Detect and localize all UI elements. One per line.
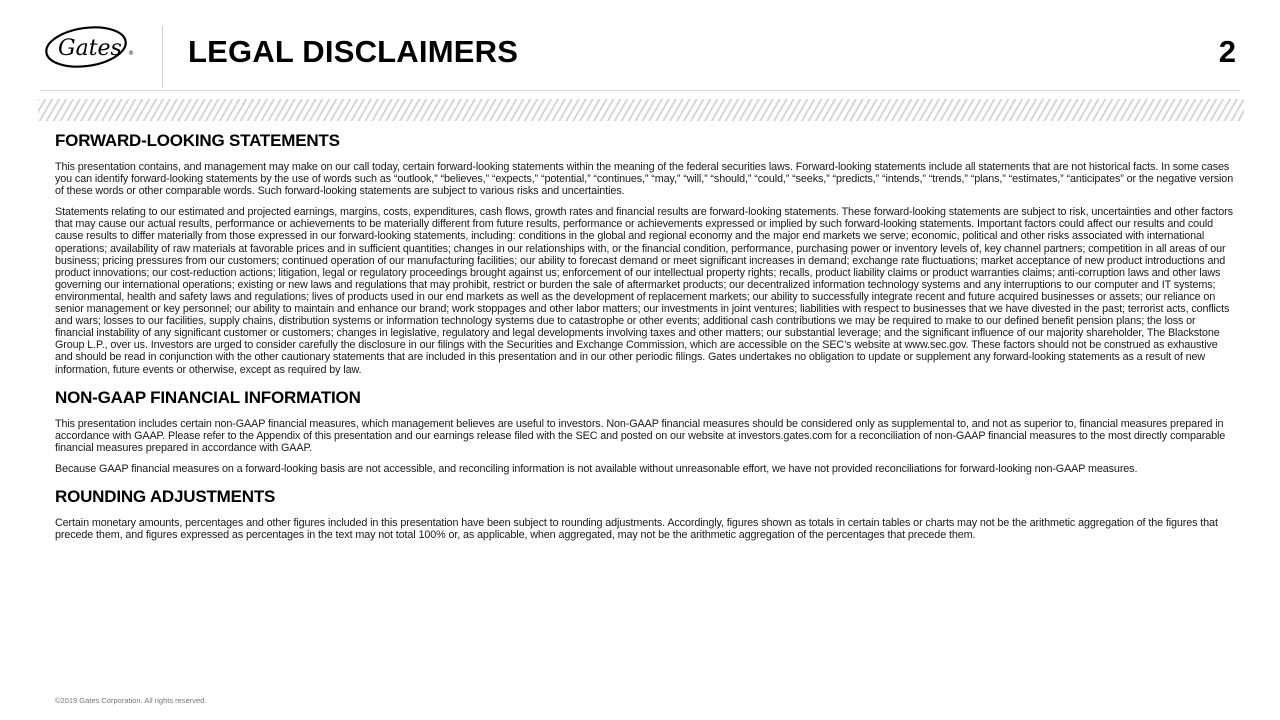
svg-text:®: ® bbox=[128, 50, 134, 57]
header-divider bbox=[162, 26, 163, 88]
page-number: 2 bbox=[1218, 34, 1236, 69]
section-heading: FORWARD-LOOKING STATEMENTS bbox=[55, 131, 340, 150]
disclaimer-content bbox=[55, 131, 1235, 553]
rounding-section bbox=[55, 487, 1235, 541]
non-gaap-section bbox=[55, 388, 1235, 475]
paragraph: This presentation contains, and management may make on our call today, certain forward-looking statements within the meaning of the federal securities laws. Forward-looking statements include all statements that are not historical facts. In some cases you can identify forward-looking statements by the use of words such as “outlook,” “believes,” “expects,” “potential,” “continues,” “may,” “will,” “should,” “could,” “seeks,” “predicts,” “intends,” “trends,” “plans,” “estimates,” “anticipates” or the negative version of these words or other comparable words. Such forward-looking statements are subject to various risks and uncertainties. bbox=[55, 161, 1234, 198]
paragraph: Because GAAP financial measures on a forward-looking basis are not accessible, and reconciling information is not available without unreasonable effort, we have not provided reconciliations for forward-looking non-GAAP measures. bbox=[55, 462, 1138, 475]
gates-logo-icon bbox=[40, 22, 140, 72]
section-heading: NON-GAAP FINANCIAL INFORMATION bbox=[55, 387, 361, 407]
header-rule bbox=[40, 90, 1240, 91]
section-heading: ROUNDING ADJUSTMENTS bbox=[55, 486, 276, 506]
hatch-band bbox=[38, 99, 1244, 121]
paragraph: This presentation includes certain non-GAAP financial measures, which management believes are useful to investors. Non-GAAP financial measures should be considered only as supplemental to, and not as superior to, financial measures prepared in accordance with GAAP. Please refer to the Appendix of this presentation and our earnings release filed with the SEC and posted on our website at investors.gates.com for a reconciliation of non-GAAP financial measures to the most directly comparable financial measures prepared in accordance with GAAP. bbox=[55, 417, 1226, 454]
gates-logo bbox=[40, 22, 162, 88]
page-title: LEGAL DISCLAIMERS bbox=[188, 34, 519, 69]
forward-looking-section bbox=[55, 131, 1235, 376]
paragraph: Statements relating to our estimated and projected earnings, margins, costs, expenditures, cash flows, growth rates and financial results are forward-looking statements. These forward-looking statements are subject to risk, uncertainties and other factors that may cause our actual results, performance or achievements to be materially different from future results, performance or achievements expressed or implied by such forward-looking statements. Important factors could affect our results and could cause results to differ materially from those expressed in our forward-looking statements, including: conditions in the global and regional economy and the major end markets we serve; economic, political and other risks associated with international operations; availability of raw materials at favorable prices and in sufficient quantities; changes in our relationships with, or the financial condition, performance, purchasing power or inventory levels of, key channel partners; competition in all areas of our business; pricing pressures from our customers; continued operation of our manufacturing facilities; our ability to forecast demand or meet significant increases in demand; exchange rate fluctuations; market acceptance of new product introductions and product innovations; our cost-reduction actions; litigation, legal or regulatory proceedings brought against us; enforcement of our intellectual property rights; recalls, product liability claims or product warranties claims; anti-corruption laws and other laws governing our international operations; existing or new laws and regulations that may prohibit, restrict or burden the sale of aftermarket products; our decentralized information technology systems and any interruptions to our computer and IT systems; environmental, health and safety laws and regulations; lives of products used in our end markets as well as the development of replacement markets; our ability to successfully integrate recent and future acquired businesses or assets; our reliance on senior management or key personnel; our ability to maintain and enhance our brand; work stoppages and other labor matters; our investments in joint ventures; liabilities with respect to businesses that we have divested in the past; terrorist acts, conflicts and wars; losses to our facilities, supply chains, distribution systems or information technology systems due to catastrophe or other events; additional cash contributions we may be required to make to our defined benefit pension plans; the loss or financial instability of any significant customer or customers; changes in legislative, regulatory and legal developments involving taxes and other matters; our substantial leverage; and the significant influence of our majority shareholder, The Blackstone Group L.P., over us. Investors are urged to consider carefully the disclosure in our filings with the Securities and Exchange Commission, which are accessible on the SEC’s website at www.sec.gov. These factors should not be construed as exhaustive and should be read in conjunction with the other cautionary statements that are included in this presentation and in our other periodic filings. Gates undertakes no obligation to update or supplement any forward-looking statements as a result of new information, future events or otherwise, except as required by law. bbox=[55, 206, 1233, 376]
svg-text:Gates: Gates bbox=[58, 36, 122, 61]
copyright-footer: ©2019 Gates Corporation. All rights reserved. bbox=[55, 696, 207, 705]
paragraph: Certain monetary amounts, percentages and other figures included in this presentation have been subject to rounding adjustments. Accordingly, figures shown as totals in certain tables or charts may not be the arithmetic aggregation of the figures that precede them, and figures expressed as percentages in the text may not total 100% or, as applicable, when aggregated, may not be the arithmetic aggregation of the percentages that precede them. bbox=[55, 516, 1218, 542]
